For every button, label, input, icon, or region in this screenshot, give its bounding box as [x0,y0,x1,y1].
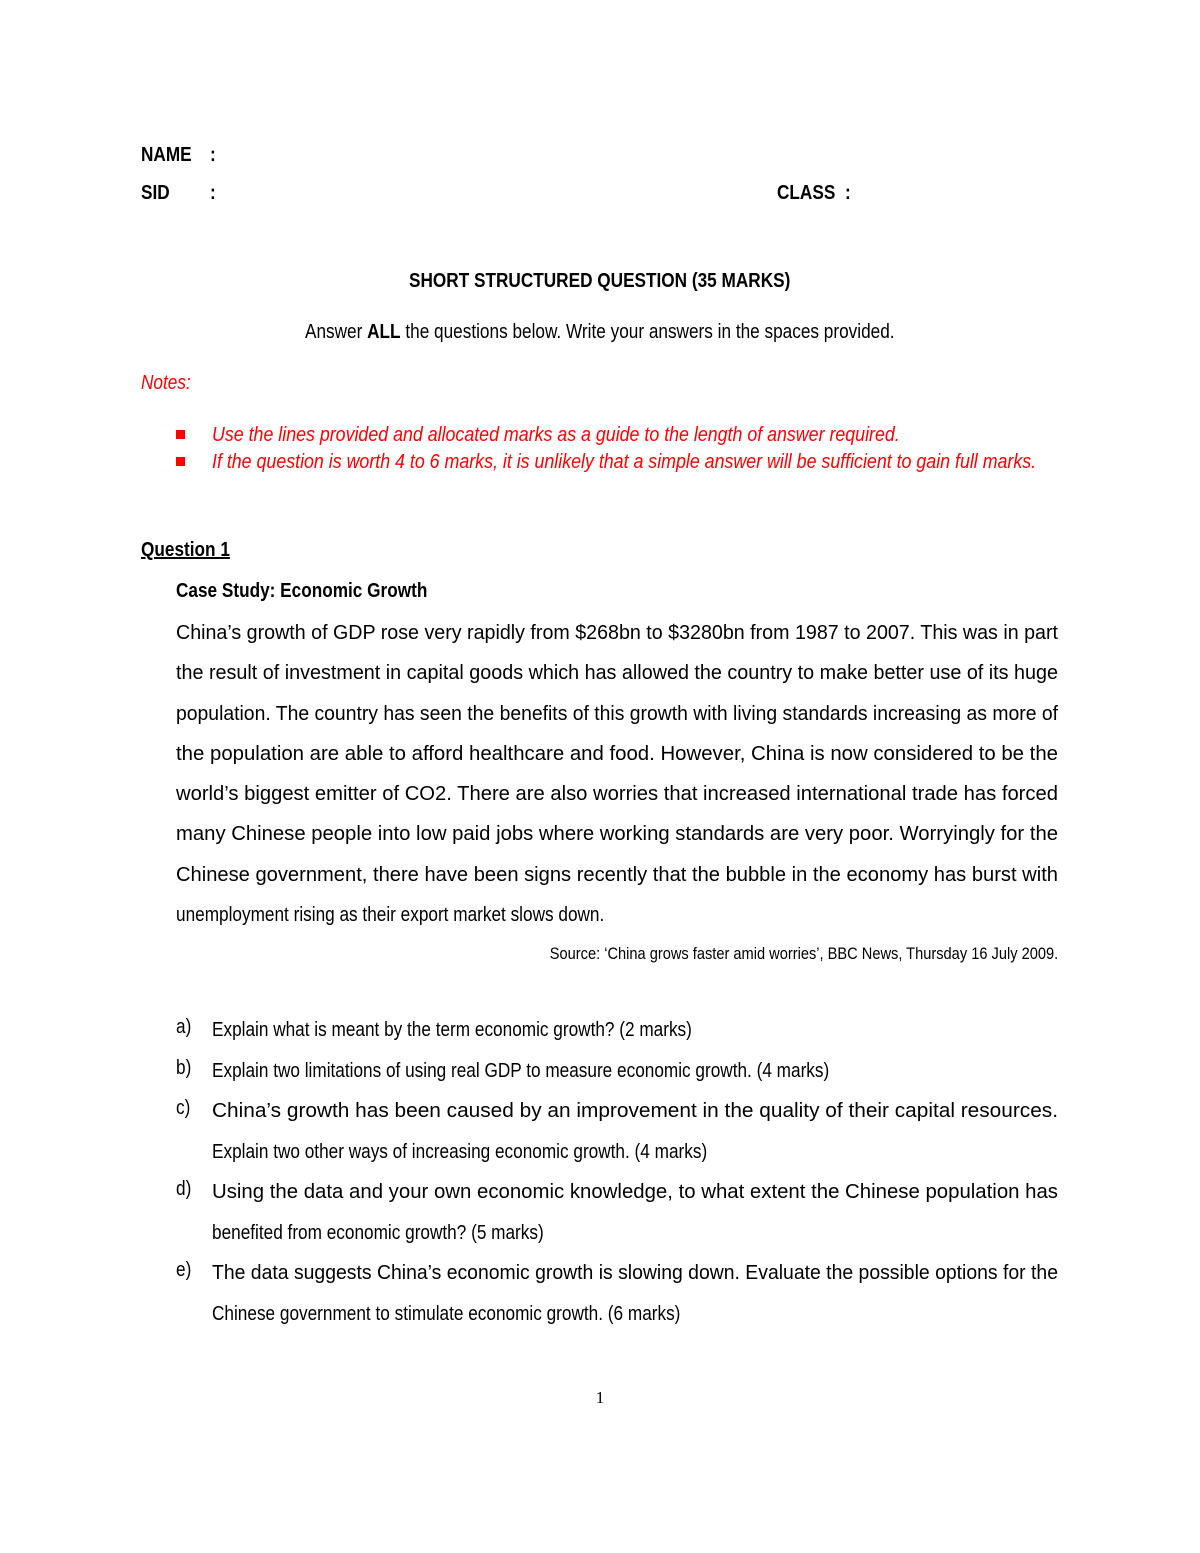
question-heading: Question 1 [141,539,230,561]
part-line [212,1016,1096,1057]
case-line [176,658,1060,698]
question-parts [176,1016,1060,1340]
source-citation [0,944,1058,964]
instruction-text [305,321,895,344]
source-text: Source: ‘China grows faster amid worries’, BBC News, Thursday 16 July 2009. [549,944,1058,963]
page-number: 1 [595,1388,605,1407]
question-part-b [176,1057,1060,1098]
case-line [176,618,1060,658]
square-bullet-icon [176,430,185,439]
part-line-text: Explain what is meant by the term economic growth? (2 marks) [212,1019,692,1041]
case-line [176,900,1060,940]
case-line [176,739,1060,779]
part-line [212,1219,1096,1260]
case-study-paragraph [176,618,1060,940]
name-label: NAME [141,144,192,166]
instruction [0,321,1200,344]
case-line-text: Chinese government, there have been signs recently that the bubble in the economy has burst with [176,863,1058,886]
part-line [212,1138,1096,1179]
case-line-text: China’s growth of GDP rose very rapidly from $268bn to $3280bn from 1987 to 2007. This was in part [176,622,1058,644]
part-letter: c) [176,1097,191,1119]
case-line [176,819,1060,859]
note-text: Use the lines provided and allocated marks as a guide to the length of answer required. [212,424,900,446]
part-line-text: Explain two other ways of increasing economic growth. (4 marks) [212,1140,708,1163]
part-letter: e) [176,1259,192,1281]
page-title-text: SHORT STRUCTURED QUESTION (35 MARKS) [409,270,791,292]
name-colon: : [210,144,216,166]
case-line [176,779,1060,819]
class-label: CLASS [777,182,836,204]
part-line-text: Explain two limitations of using real GDP to measure economic growth. (4 marks) [212,1059,830,1082]
part-line-text: Using the data and your own economic knowledge, to what extent the Chinese population has [212,1181,1058,1203]
question-part-d [176,1178,1060,1259]
part-line-text: China’s growth has been caused by an improvement in the quality of their capital resources. [212,1100,1058,1122]
question-part-e [176,1259,1060,1340]
notes-label: Notes: [141,372,191,394]
question-part-a [176,1016,1060,1057]
part-line-text: Chinese government to stimulate economic growth. (6 marks) [212,1302,681,1325]
sid-label: SID [141,182,170,204]
case-line-text: the result of investment in capital goods which has allowed the country to make better use of its huge [176,662,1058,685]
case-line [176,860,1060,900]
class-colon: : [845,182,851,204]
case-line-text: world’s biggest emitter of CO2. There are also worries that increased international trade has forced [176,783,1058,806]
question-part-c [176,1097,1060,1178]
part-letter: b) [176,1056,192,1079]
case-line-text: population. The country has seen the benefits of this growth with living standards increasing as more of [176,702,1058,725]
case-study-title: Case Study: Economic Growth [176,580,428,602]
part-line [212,1300,1096,1341]
instruction-post: the questions below. Write your answers in the spaces provided. [400,321,895,343]
case-line-text: many Chinese people into low paid jobs where working standards are very poor. Worryingly for the [176,823,1058,846]
square-bullet-icon [176,457,185,466]
case-line-text: unemployment rising as their export market slows down. [176,904,605,927]
part-line [212,1097,1096,1138]
part-line-text: benefited from economic growth? (5 marks) [212,1221,544,1244]
part-line [212,1259,1096,1300]
part-line [212,1178,1096,1219]
case-line-text: the population are able to afford healthcare and food. However, China is now considered to be the [176,742,1058,765]
instruction-bold: ALL [367,321,401,343]
case-line [176,699,1060,739]
instruction-pre: Answer [305,321,368,343]
part-letter: a) [176,1016,192,1038]
page-title [0,270,1200,293]
sid-colon: : [210,182,216,204]
note-text: If the question is worth 4 to 6 marks, it is unlikely that a simple answer will be sufficient to gain full marks. [212,451,1037,473]
part-line [212,1057,1096,1098]
part-line-text: The data suggests China’s economic growth is slowing down. Evaluate the possible options for the [212,1262,1058,1284]
part-letter: d) [176,1178,192,1200]
